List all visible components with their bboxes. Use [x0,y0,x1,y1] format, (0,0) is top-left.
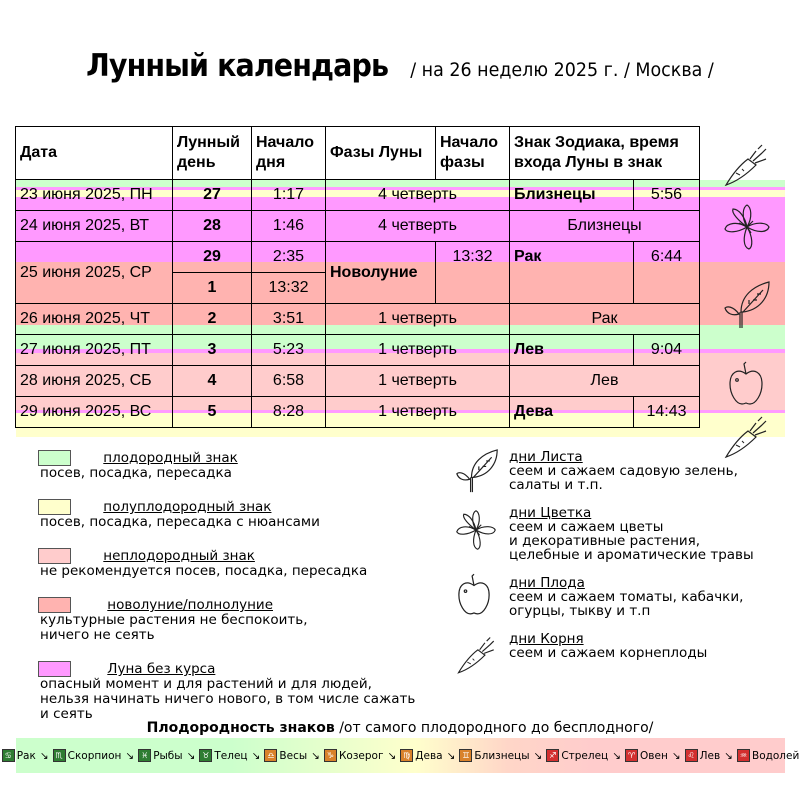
zodiac-glyph-icon: ♐ [546,749,559,762]
cell-phase: 4 четверть [326,211,510,242]
cell-day-start: 2:35 [252,242,326,273]
zodiac-name: Стрелец [561,749,609,762]
cell-sign-time: 5:56 [634,180,700,211]
cell-date: 29 июня 2025, ВС [16,397,173,428]
zodiac-name: Дева [415,749,443,762]
zodiac-sign [264,749,307,762]
leaf-icon [455,448,499,494]
zodiac-glyph-icon: ♍ [400,749,413,762]
legend-title: плодородный знак [103,450,238,466]
zodiac-glyph-icon: ♈ [625,749,638,762]
zodiac-glyph-icon: ♋ [2,749,15,762]
legend-day-desc: салаты и т.п. [509,477,603,493]
apple-icon [728,360,764,406]
leaf-icon [723,280,771,330]
legend-desc: и сеять [40,706,93,722]
legend-day-desc: сеем и сажаем корнеплоды [509,645,708,661]
swatch-semi-fertile [38,499,71,515]
carrot-icon [455,634,499,678]
cell-day-start: 3:51 [252,304,326,335]
table-row [16,397,700,428]
cell-day-start: 1:46 [252,211,326,242]
table-header-row [16,127,700,180]
legend-day-desc: и декоративные растения, [509,533,701,549]
cell-phase: 1 четверть [326,366,510,397]
legend-day-title: дни Плода [509,575,585,591]
zodiac-glyph-icon: ♓ [138,749,151,762]
table-row [16,211,700,242]
page-title: Лунный календарь [85,48,388,84]
legend-day-text [509,576,743,618]
zodiac-name: Телец [214,749,248,762]
zodiac-sign [400,749,442,762]
table-row [16,242,700,273]
cell-date: 25 июня 2025, СР [16,242,173,304]
zodiac-sign [2,749,36,762]
legend-item-infertile [38,548,415,579]
legend-desc: культурные растения не беспокоить, [40,612,308,628]
header-day-start [252,127,326,180]
zodiac-name: Весы [279,749,308,762]
cell-sign: Дева [510,397,634,428]
zodiac-sign [625,749,668,762]
page-header [0,48,800,84]
cell-lunar-day: 3 [173,335,252,366]
zodiac-name: Близнецы [474,749,530,762]
zodiac-sign [138,749,182,762]
arrow-down-right-icon: ↘ [671,749,681,762]
zodiac-glyph-icon: ♌ [685,749,698,762]
legend-item-void-moon [38,661,415,722]
arrow-down-right-icon: ↘ [125,749,135,762]
zodiac-name: Овен [640,749,668,762]
legend-item-new-full-moon [38,597,415,643]
zodiac-sign [459,749,529,762]
cell-phase: 4 четверть [326,180,510,211]
fertility-title-bold: Плодородность знаков [146,720,335,736]
legend-desc: посев, посадка, пересадка [40,465,232,481]
flower-icon [723,203,771,251]
legend-day-desc: целебные и ароматические травы [509,547,754,563]
carrot-icon [722,143,772,189]
zodiac-name: Рыбы [153,749,183,762]
zodiac-glyph-icon: ♑ [324,749,337,762]
cell-date: 24 июня 2025, ВТ [16,211,173,242]
cell-lunar-day: 5 [173,397,252,428]
legend-item-semi-fertile [38,499,415,530]
legend-colors [38,450,415,734]
arrow-down-right-icon: ↘ [251,749,261,762]
cell-phase: 1 четверть [326,304,510,335]
legend-day-text [509,506,754,562]
page-subtitle: / на 26 неделю 2025 г. / Москва / [410,59,715,81]
legend-desc: ничего не сеять [40,627,155,643]
cell-lunar-day: 4 [173,366,252,397]
legend-title: полуплодородный знак [103,499,272,515]
legend-title: новолуние/полнолуние [107,597,273,613]
zodiac-glyph-icon: ♊ [459,749,472,762]
legend-desc: опасный момент и для растений и для людей, [40,676,372,692]
lunar-calendar-table [15,126,700,428]
zodiac-name: Скорпион [67,749,122,762]
table-row [16,304,700,335]
legend-desc: посев, посадка, пересадка с нюансами [40,514,320,530]
flower-icon [455,508,497,552]
legend-day-title: дни Цветка [509,505,592,521]
zodiac-sign [199,749,247,762]
cell-lunar-day: 28 [173,211,252,242]
cell-phase: 1 четверть [326,335,510,366]
legend-day-text [509,450,738,492]
header-phase-start [436,127,510,180]
zodiac-sign [546,749,608,762]
zodiac-sign [685,749,721,762]
header-zodiac: Знак Зодиака, время входа Луны в знак [510,127,700,180]
fertility-title [0,720,800,736]
zodiac-sign [53,749,122,762]
legend-desc: нельзя начинать ничего нового, в том числе сажать [40,691,416,707]
zodiac-sign [324,749,384,762]
legend-day-title: дни Корня [509,631,584,647]
header-phase-start-label: Начало фазы [440,134,498,171]
legend-item-fertile [38,450,415,481]
swatch-void-moon [38,661,71,677]
zodiac-name: Рак [16,749,36,762]
zodiac-name: Водолей [751,749,800,762]
fertility-title-rest: /от самого плодородного до бесплодного/ [334,720,654,736]
cell-date: 27 июня 2025, ПТ [16,335,173,366]
cell-sign: Близнецы [510,211,700,242]
cell-lunar-day: 1 [173,273,252,304]
arrow-down-right-icon: ↘ [533,749,543,762]
cell-day-start: 5:23 [252,335,326,366]
header-lunar-day-label: Лунный день [177,134,240,171]
zodiac-glyph-icon: ♏ [53,749,66,762]
arrow-down-right-icon: ↘ [612,749,622,762]
cell-phase: Новолуние [326,242,436,304]
cell-date: 28 июня 2025, СБ [16,366,173,397]
cell-date: 26 июня 2025, ЧТ [16,304,173,335]
legend-desc: не рекомендуется посев, посадка, пересадка [40,563,368,579]
zodiac-glyph-icon: ♒ [737,749,750,762]
legend-title: Луна без курса [107,661,216,677]
apple-icon [457,572,491,616]
arrow-down-right-icon: ↘ [186,749,196,762]
arrow-down-right-icon: ↘ [387,749,397,762]
swatch-fertile [38,450,71,466]
swatch-new-full-moon [38,597,71,613]
cell-day-start: 13:32 [252,273,326,304]
cell-sign-time: 6:44 [634,242,700,304]
header-lunar-day [173,127,252,180]
legend-day-desc: сеем и сажаем садовую зелень, [509,463,738,479]
cell-sign: Рак [510,304,700,335]
zodiac-glyph-icon: ♎ [264,749,277,762]
cell-sign: Лев [510,335,634,366]
arrow-down-right-icon: ↘ [311,749,320,762]
cell-date: 23 июня 2025, ПН [16,180,173,211]
cell-day-start: 6:58 [252,366,326,397]
zodiac-name: Лев [699,749,721,762]
cell-lunar-day: 2 [173,304,252,335]
legend-title: неплодородный знак [103,548,255,564]
swatch-infertile [38,548,71,564]
header-day-start-label: Начало дня [256,134,314,171]
cell-sign: Близнецы [510,180,634,211]
cell-day-start: 1:17 [252,180,326,211]
header-date: Дата [16,127,173,180]
legend-day-title: дни Листа [509,449,583,465]
zodiac-name: Козерог [338,749,384,762]
table-row [16,180,700,211]
cell-lunar-day: 29 [173,242,252,273]
arrow-down-right-icon: ↘ [724,749,733,762]
zodiac-sign [737,749,799,762]
cell-sign: Лев [510,366,700,397]
zodiac-glyph-icon: ♉ [199,749,212,762]
cell-sign-time: 14:43 [634,397,700,428]
cell-phase: 1 четверть [326,397,510,428]
cell-sign: Рак [510,242,634,304]
cell-sign-time: 9:04 [634,335,700,366]
arrow-down-right-icon: ↘ [446,749,456,762]
legend-day-text [509,632,707,660]
fertility-scale [4,738,800,773]
table-row [16,366,700,397]
legend-day-desc: огурцы, тыкву и т.п [509,603,651,619]
header-moon-phase: Фазы Луны [326,127,436,180]
arrow-down-right-icon: ↘ [39,749,49,762]
legend-day-desc: сеем и сажаем томаты, кабачки, [509,589,744,605]
legend-day-desc: сеем и сажаем цветы [509,519,664,535]
cell-lunar-day: 27 [173,180,252,211]
table-row [16,335,700,366]
cell-day-start: 8:28 [252,397,326,428]
cell-phase-time: 13:32 [436,242,510,304]
